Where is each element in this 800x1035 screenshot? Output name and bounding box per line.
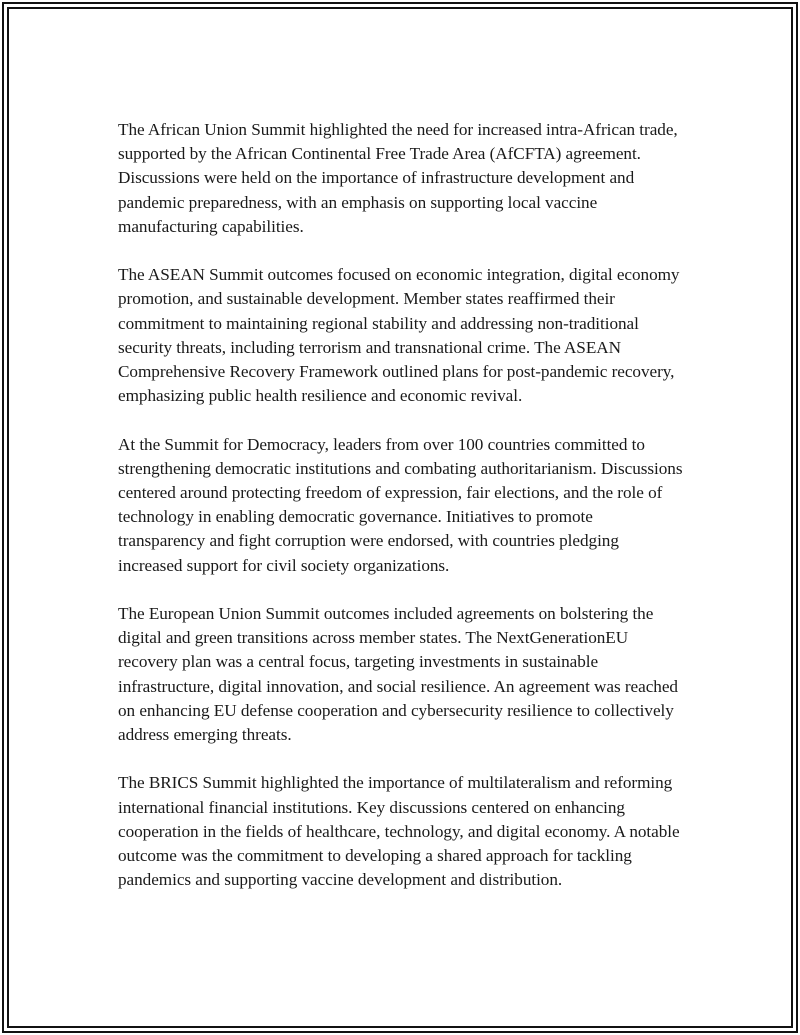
paragraph-african-union: The African Union Summit highlighted the need for increased intra-African trade, supported by the African Continental Free Trade Area (AfCFTA) agreement. Discussions were held on the importance of infrastructure development and pandemic preparedness, with an emphasis on supporting local vaccine manufacturing capabilities. (118, 120, 678, 236)
document-body (118, 118, 684, 917)
paragraph-asean: The ASEAN Summit outcomes focused on economic integration, digital economy promotion, and sustainable development. Member states reaffirmed their commitment to maintaining regional stability and addressing non-traditional security threats, including terrorism and transnational crime. The ASEAN Comprehensive Recovery Framework outlined plans for post-pandemic recovery, emphasizing public health resilience and economic revival. (118, 265, 680, 406)
paragraph-european-union: The European Union Summit outcomes included agreements on bolstering the digital and green transitions across member states. The NextGenerationEU recovery plan was a central focus, targeting investments in sustainable infrastructure, digital innovation, and social resilience. An agreement was reached on enhancing EU defense cooperation and cybersecurity resilience to collectively address emerging threats. (118, 604, 678, 745)
paragraph-summit-for-democracy: At the Summit for Democracy, leaders from over 100 countries committed to strengthening democratic institutions and combating authoritarianism. Discussions centered around protecting freedom of expression, fair elections, and the role of technology in enabling democratic governance. Initiatives to promote transparency and fight corruption were endorsed, with countries pledging increased support for civil society organizations. (118, 434, 683, 575)
paragraph-brics: The BRICS Summit highlighted the importance of multilateralism and reforming international financial institutions. Key discussions centered on enhancing cooperation in the fields of healthcare, technology, and digital economy. A notable outcome was the commitment to developing a shared approach for tackling pandemics and supporting vaccine development and distribution. (118, 773, 680, 890)
